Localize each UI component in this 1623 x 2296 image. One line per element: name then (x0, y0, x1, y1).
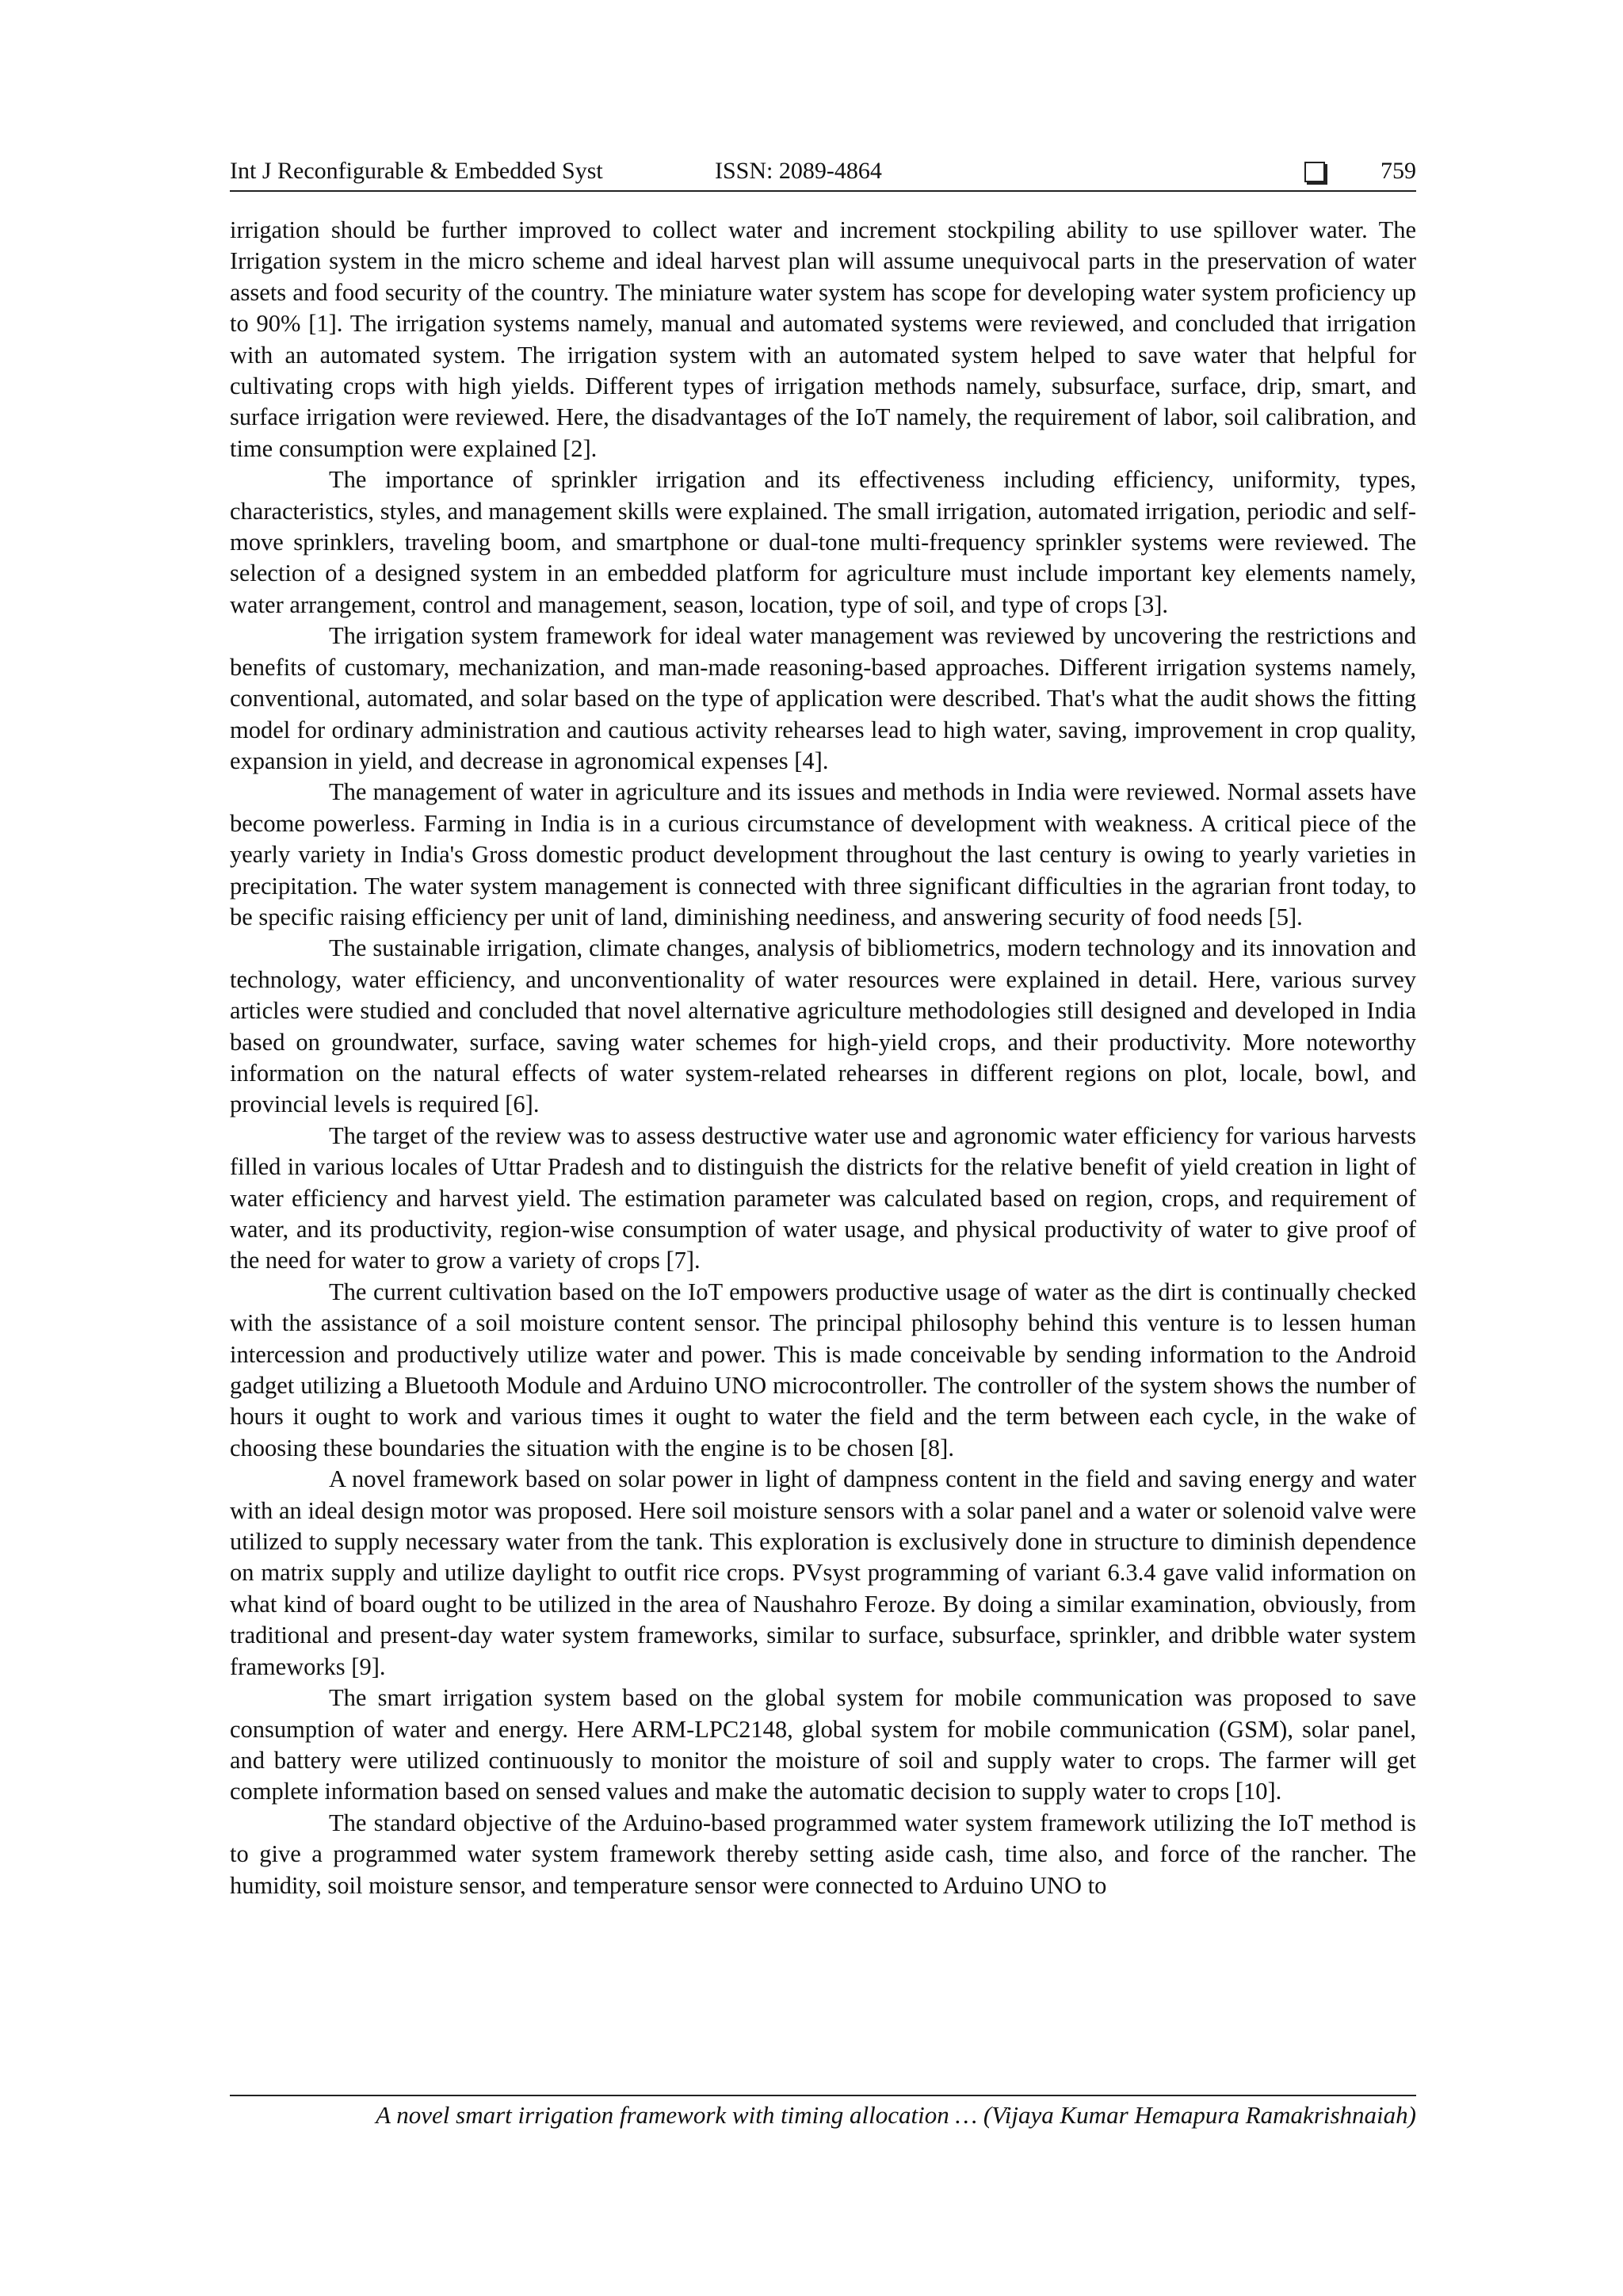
paragraph: The importance of sprinkler irrigation and its effectiveness including efficiency, uniformity, types, characteristics, styles, and management skills were explained. The small irrigation, automated irrigation, periodic and self-move sprinklers, traveling boom, and smartphone or dual-tone multi-frequency sprinkler systems were reviewed. The selection of a designed system in an embedded platform for agriculture must include important key elements namely, water arrangement, control and management, season, location, type of soil, and type of crops [3]. (230, 466, 1416, 618)
paragraph: The irrigation system framework for ideal water management was reviewed by uncovering the restrictions and benefits of customary, mechanization, and man-made reasoning-based approaches. Different irrigation systems namely, conventional, automated, and solar based on the type of application were described. That's what the audit shows the fitting model for ordinary administration and cautious activity rehearses lead to high water, saving, improvement in crop quality, expansion in yield, and decrease in agronomical expenses [4]. (230, 622, 1416, 774)
running-title: A novel smart irrigation framework with timing allocation … (Vijaya Kumar Hemapura Ramakrishnaiah) (376, 2101, 1416, 2129)
page-number: 759 (1381, 158, 1416, 184)
body-text (230, 215, 1416, 1901)
footer-rule (230, 2095, 1416, 2096)
paragraph: The smart irrigation system based on the global system for mobile communication was proposed to save consumption of water and energy. Here ARM-LPC2148, global system for mobile communication (GSM), solar panel, and battery were utilized continuously to monitor the moisture of soil and supply water to crops. The farmer will get complete information based on sensed values and make the automatic decision to supply water to crops [10]. (230, 1684, 1416, 1805)
paragraph: The standard objective of the Arduino-based programmed water system framework utilizing the IoT method is to give a programmed water system framework thereby setting aside cash, time also, and force of the rancher. The humidity, soil moisture sensor, and temperature sensor were connected to Arduino UNO to (230, 1809, 1416, 1899)
paragraph: The sustainable irrigation, climate changes, analysis of bibliometrics, modern technology and its innovation and technology, water efficiency, and unconventionality of water resources were explained in detail. Here, various survey articles were studied and concluded that novel alternative agriculture methodologies still designed and developed in India based on groundwater, surface, saving water schemes for high-yield crops, and their productivity. More noteworthy information on the natural effects of water system-related rehearses in different regions on plot, locale, bowl, and provincial levels is required [6]. (230, 934, 1416, 1118)
paragraph: irrigation should be further improved to collect water and increment stockpiling ability to use spillover water. The Irrigation system in the micro scheme and ideal harvest plan will assume unequivocal parts in the preservation of water assets and food security of the country. The miniature water system has scope for developing water system proficiency up to 90% [1]. The irrigation systems namely, manual and automated systems were reviewed, and concluded that irrigation with an automated system. The irrigation system with an automated system helped to save water that helpful for cultivating crops with high yields. Different types of irrigation methods namely, subsurface, surface, drip, smart, and surface irrigation were reviewed. Here, the disadvantages of the IoT namely, the requirement of labor, soil calibration, and time consumption were explained [2]. (230, 216, 1416, 462)
issn: ISSN: 2089-4864 (715, 158, 882, 184)
paragraph: The current cultivation based on the IoT empowers productive usage of water as the dirt is continually checked with the assistance of a soil moisture content sensor. The principal philosophy behind this venture is to lessen human intercession and productively utilize water and power. This is made conceivable by sending information to the Android gadget utilizing a Bluetooth Module and Arduino UNO microcontroller. The controller of the system shows the number of hours it ought to work and various times it ought to water the field and the term between each cycle, in the wake of choosing these boundaries the situation with the engine is to be chosen [8]. (230, 1278, 1416, 1461)
square-bullet-icon (1304, 162, 1325, 182)
paragraph: A novel framework based on solar power in light of dampness content in the field and saving energy and water with an ideal design motor was proposed. Here soil moisture sensors with a solar panel and a water or solenoid valve were utilized to supply necessary water from the tank. This exploration is exclusively done in structure to diminish dependence on matrix supply and utilize daylight to outfit rice crops. PVsyst programming of variant 6.3.4 gave valid information on what kind of board ought to be utilized in the area of Naushahro Feroze. By doing a similar examination, obviously, from traditional and present-day water system frameworks, similar to surface, subsurface, sprinkler, and dribble water system frameworks [9]. (230, 1465, 1416, 1680)
page-header (230, 155, 1416, 192)
journal-name: Int J Reconfigurable & Embedded Syst (230, 158, 603, 184)
paragraph: The target of the review was to assess destructive water use and agronomic water efficiency for various harvests filled in various locales of Uttar Pradesh and to distinguish the districts for the relative benefit of yield creation in light of water efficiency and harvest yield. The estimation parameter was calculated based on region, crops, and requirement of water, and its productivity, region-wise consumption of water usage, and physical productivity of water to give proof of the need for water to grow a variety of crops [7]. (230, 1121, 1416, 1274)
paragraph: The management of water in agriculture and its issues and methods in India were reviewed. Normal assets have become powerless. Farming in India is in a curious circumstance of development with weakness. A critical piece of the yearly variety in India's Gross domestic product development throughout the last century is owing to yearly varieties in precipitation. The water system management is connected with three significant difficulties in the agrarian front today, to be specific raising efficiency per unit of land, diminishing neediness, and answering security of food needs [5]. (230, 778, 1416, 930)
